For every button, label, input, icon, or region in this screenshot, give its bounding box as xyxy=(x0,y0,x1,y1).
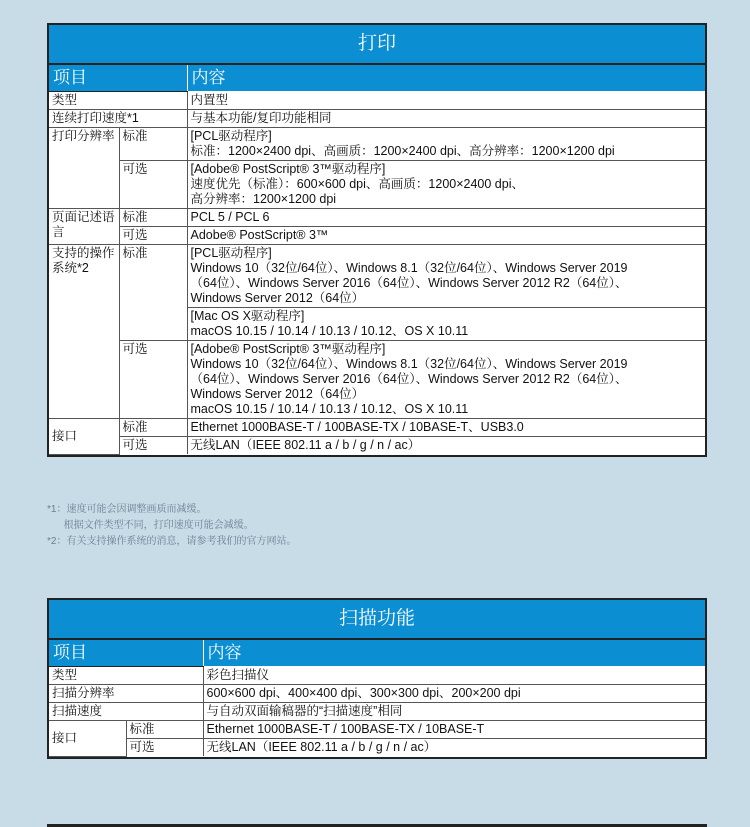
sub-label: 可选 xyxy=(119,227,187,245)
row-value: 彩色扫描仪 xyxy=(203,667,705,685)
sub-label: 可选 xyxy=(119,437,187,455)
text-line: 高分辨率：1200×1200 dpi xyxy=(190,192,337,206)
row-value: 与基本功能/复印功能相同 xyxy=(187,110,705,128)
footnote: 根据文件类型不同，打印速度可能会减缓。 xyxy=(47,520,254,531)
text-line: 速度优先（标准）：600×600 dpi、高画质：1200×2400 dpi、 xyxy=(190,177,524,191)
text-line: [Adobe® PostScript® 3™驱动程序] xyxy=(190,162,386,176)
row-value xyxy=(187,161,705,209)
row-label: 页面记述语言 xyxy=(49,209,119,245)
table-row xyxy=(49,245,705,308)
table-row xyxy=(49,110,705,128)
sub-label: 标准 xyxy=(126,721,203,739)
row-value xyxy=(187,308,705,341)
table-row xyxy=(49,128,705,161)
table-row xyxy=(49,703,705,721)
table-row xyxy=(49,419,705,437)
text-line: [PCL驱动程序] xyxy=(190,246,272,260)
row-label: 接口 xyxy=(49,419,119,455)
print-table-header xyxy=(49,65,705,92)
footnote: *1：速度可能会因调整画质而减缓。 xyxy=(47,504,207,515)
row-label: 接口 xyxy=(49,721,126,757)
row-label: 打印分辨率 xyxy=(49,128,119,209)
table-row xyxy=(49,685,705,703)
row-label: 类型 xyxy=(49,92,187,110)
text-line: Windows Server 2012（64位） xyxy=(190,291,365,305)
sub-label: 可选 xyxy=(126,739,203,757)
header-content: 内容 xyxy=(203,640,705,667)
row-value xyxy=(187,245,705,308)
table-row xyxy=(49,341,705,419)
row-label: 扫描速度 xyxy=(49,703,203,721)
text-line: [PCL驱动程序] xyxy=(190,129,272,143)
header-item: 项目 xyxy=(49,65,187,92)
print-spec-table xyxy=(49,65,705,455)
row-value: 与自动双面输稿器的“扫描速度”相同 xyxy=(203,703,705,721)
scan-table-header xyxy=(49,640,705,667)
text-line: [Mac OS X驱动程序] xyxy=(190,309,305,323)
row-label: 扫描分辨率 xyxy=(49,685,203,703)
print-spec-section xyxy=(47,23,707,457)
table-row xyxy=(49,227,705,245)
scan-spec-table xyxy=(49,640,705,757)
table-row xyxy=(49,209,705,227)
scan-section-title: 扫描功能 xyxy=(49,600,705,640)
row-value: Ethernet 1000BASE-T / 100BASE-TX / 10BASE-T、USB3.0 xyxy=(187,419,705,437)
row-value: 内置型 xyxy=(187,92,705,110)
row-value xyxy=(187,341,705,419)
table-row xyxy=(49,92,705,110)
row-value: Ethernet 1000BASE-T / 100BASE-TX / 10BASE-T xyxy=(203,721,705,739)
row-value: PCL 5 / PCL 6 xyxy=(187,209,705,227)
table-row xyxy=(49,721,705,739)
sub-label: 标准 xyxy=(119,128,187,161)
table-row xyxy=(49,437,705,455)
text-line: （64位）、Windows Server 2016（64位）、Windows Server 2012 R2（64位）、 xyxy=(190,276,628,290)
sub-label: 标准 xyxy=(119,209,187,227)
row-value: 600×600 dpi、400×400 dpi、300×300 dpi、200×200 dpi xyxy=(203,685,705,703)
text-line: macOS 10.15 / 10.14 / 10.13 / 10.12、OS X 10.11 xyxy=(190,402,469,416)
text-line: （64位）、Windows Server 2016（64位）、Windows Server 2012 R2（64位）、 xyxy=(190,372,628,386)
text-line: 标准：1200×2400 dpi、高画质：1200×2400 dpi、高分辨率：1200×1200 dpi xyxy=(190,144,615,158)
text-line: [Adobe® PostScript® 3™驱动程序] xyxy=(190,342,386,356)
row-value xyxy=(187,128,705,161)
text-line: macOS 10.15 / 10.14 / 10.13 / 10.12、OS X 10.11 xyxy=(190,324,469,338)
row-value: 无线LAN（IEEE 802.11 a / b / g / n / ac） xyxy=(187,437,705,455)
sub-label: 标准 xyxy=(119,419,187,437)
row-value: 无线LAN（IEEE 802.11 a / b / g / n / ac） xyxy=(203,739,705,757)
row-label: 支持的操作系统*2 xyxy=(49,245,119,419)
row-label: 连续打印速度*1 xyxy=(49,110,187,128)
header-item: 项目 xyxy=(49,640,203,667)
header-content: 内容 xyxy=(187,65,705,92)
footnotes xyxy=(47,502,296,550)
text-line: Windows Server 2012（64位） xyxy=(190,387,365,401)
sub-label: 标准 xyxy=(119,245,187,341)
text-line: Windows 10（32位/64位）、Windows 8.1（32位/64位）、Windows Server 2019 xyxy=(190,261,628,275)
row-label: 类型 xyxy=(49,667,203,685)
table-row xyxy=(49,667,705,685)
table-row xyxy=(49,161,705,209)
footnote: *2：有关支持操作系统的消息，请参考我们的官方网站。 xyxy=(47,536,297,547)
sub-label: 可选 xyxy=(119,341,187,419)
table-row xyxy=(49,739,705,757)
print-section-title: 打印 xyxy=(49,25,705,65)
row-value: Adobe® PostScript® 3™ xyxy=(187,227,705,245)
scan-spec-section xyxy=(47,598,707,759)
text-line: Windows 10（32位/64位）、Windows 8.1（32位/64位）、Windows Server 2019 xyxy=(190,357,628,371)
sub-label: 可选 xyxy=(119,161,187,209)
